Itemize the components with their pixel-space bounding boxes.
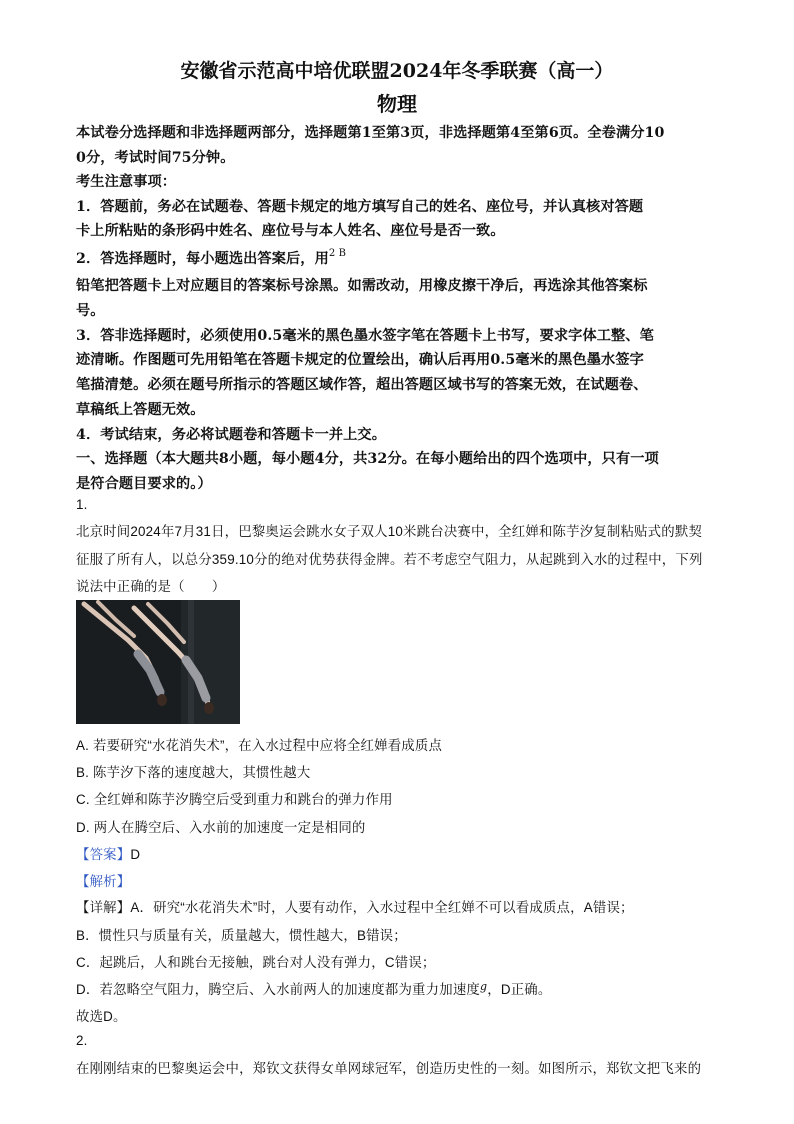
- notice-item-4: 4．考试结束，务必将试题卷和答题卡一并上交。: [76, 427, 387, 443]
- divers-illustration: [76, 600, 240, 724]
- answer-tag: 【答案】: [76, 847, 131, 862]
- detail-tag: 【详解】: [76, 900, 131, 915]
- analysis-line: [76, 871, 726, 890]
- question-1-option-b: B. 陈芋汐下落的速度越大，其惯性越大: [76, 765, 311, 780]
- detail-d-pre: D．若忽略空气阻力，腾空后、入水前两人的加速度都为重力加速度: [76, 982, 480, 997]
- question-1-stem-b: 征服了所有人，以总分359.10分的绝对优势获得金牌。若不考虑空气阻力，从起跳到入水的过程中，下列: [76, 552, 703, 567]
- section-heading-b: 是符合题目要求的。）: [76, 476, 212, 492]
- question-1-stem-c: 说法中正确的是（ ）: [76, 579, 226, 594]
- notice-item-3a: 3．答非选择题时，必须使用0.5毫米的黑色墨水签字笔在答题卡上书写，要求字体工整、笔: [76, 328, 654, 344]
- notice-item-2c: 号。: [76, 303, 105, 319]
- intro-line-1: 本试卷分选择题和非选择题两部分，选择题第1至第3页，非选择题第4至第6页。全卷满分10: [76, 125, 665, 141]
- section-heading-a: 一、选择题（本大题共8小题，每小题4分，共32分。在每小题给出的四个选项中，只有一项: [76, 451, 659, 467]
- intro-line-2: 0分，考试时间75分钟。: [76, 150, 235, 166]
- notice-item-1b: 卡上所粘贴的条形码中姓名、座位号与本人姓名、座位号是否一致。: [76, 223, 505, 239]
- answer-value: D: [130, 847, 141, 862]
- notice-item-2a-text: 2．答选择题时，每小题选出答案后，用: [76, 251, 329, 267]
- notice-item-3b: 迹清晰。作图题可先用铅笔在答题卡规定的位置绘出，确认后再用0.5毫米的黑色墨水签字: [76, 352, 644, 368]
- question-1-option-a: A. 若要研究“水花消失术”，在入水过程中应将全红婵看成质点: [76, 738, 443, 753]
- notice-heading: 考生注意事项：: [76, 174, 177, 190]
- subject-title: 物理: [377, 92, 417, 116]
- detail-a-text: A．研究“水花消失术”时，人要有动作，入水过程中全红婵不可以看成质点，A错误；: [130, 900, 634, 915]
- notice-item-2b: 铅笔把答题卡上对应题目的答案标号涂黑。如需改动，用橡皮擦干净后，再选涂其他答案标: [76, 278, 648, 294]
- question-1-option-d: D. 两人在腾空后、入水前的加速度一定是相同的: [76, 820, 366, 835]
- answer-line: [76, 844, 726, 863]
- detail-line-a: [76, 897, 726, 916]
- detail-line-c: C．起跳后，人和跳台无接触，跳台对人没有弹力，C错误；: [76, 955, 436, 970]
- notice-item-1a: 1．答题前，务必在试题卷、答题卡规定的地方填写自己的姓名、座位号，并认真核对答题: [76, 199, 644, 215]
- detail-d-post: ，D正确。: [487, 982, 552, 997]
- detail-line-d: [76, 979, 726, 998]
- notice-item-3c: 笔描清楚。必须在题号所指示的答题区域作答，超出答题区域书写的答案无效，在试题卷、: [76, 377, 648, 393]
- detail-line-b: B．惯性只与质量有关，质量越大，惯性越大，B错误；: [76, 928, 407, 943]
- gravity-symbol: g: [480, 980, 488, 993]
- document-title: 安徽省示范高中培优联盟2024年冬季联赛（高一）: [180, 60, 614, 82]
- question-2-number: 2.: [76, 1033, 88, 1048]
- question-1-option-c: C. 全红婵和陈芋汐腾空后受到重力和跳台的弹力作用: [76, 792, 393, 807]
- divers-photo: [76, 600, 240, 724]
- notice-item-2a: [76, 248, 726, 268]
- notice-item-3d: 草稿纸上答题无效。: [76, 402, 205, 418]
- question-2-stem-a: 在刚刚结束的巴黎奥运会中，郑钦文获得女单网球冠军，创造历史性的一刻。如图所示，郑钦文把飞来的: [76, 1061, 702, 1076]
- question-1-number: 1.: [76, 497, 88, 512]
- analysis-tag: 【解析】: [76, 874, 131, 889]
- pencil-grade-sup: 2 B: [328, 248, 347, 259]
- question-1-stem-a: 北京时间2024年7月31日，巴黎奥运会跳水女子双人10米跳台决赛中，全红婵和陈芋汐复制粘贴式的默契: [76, 524, 703, 539]
- conclusion-line: 故选D。: [76, 1009, 127, 1024]
